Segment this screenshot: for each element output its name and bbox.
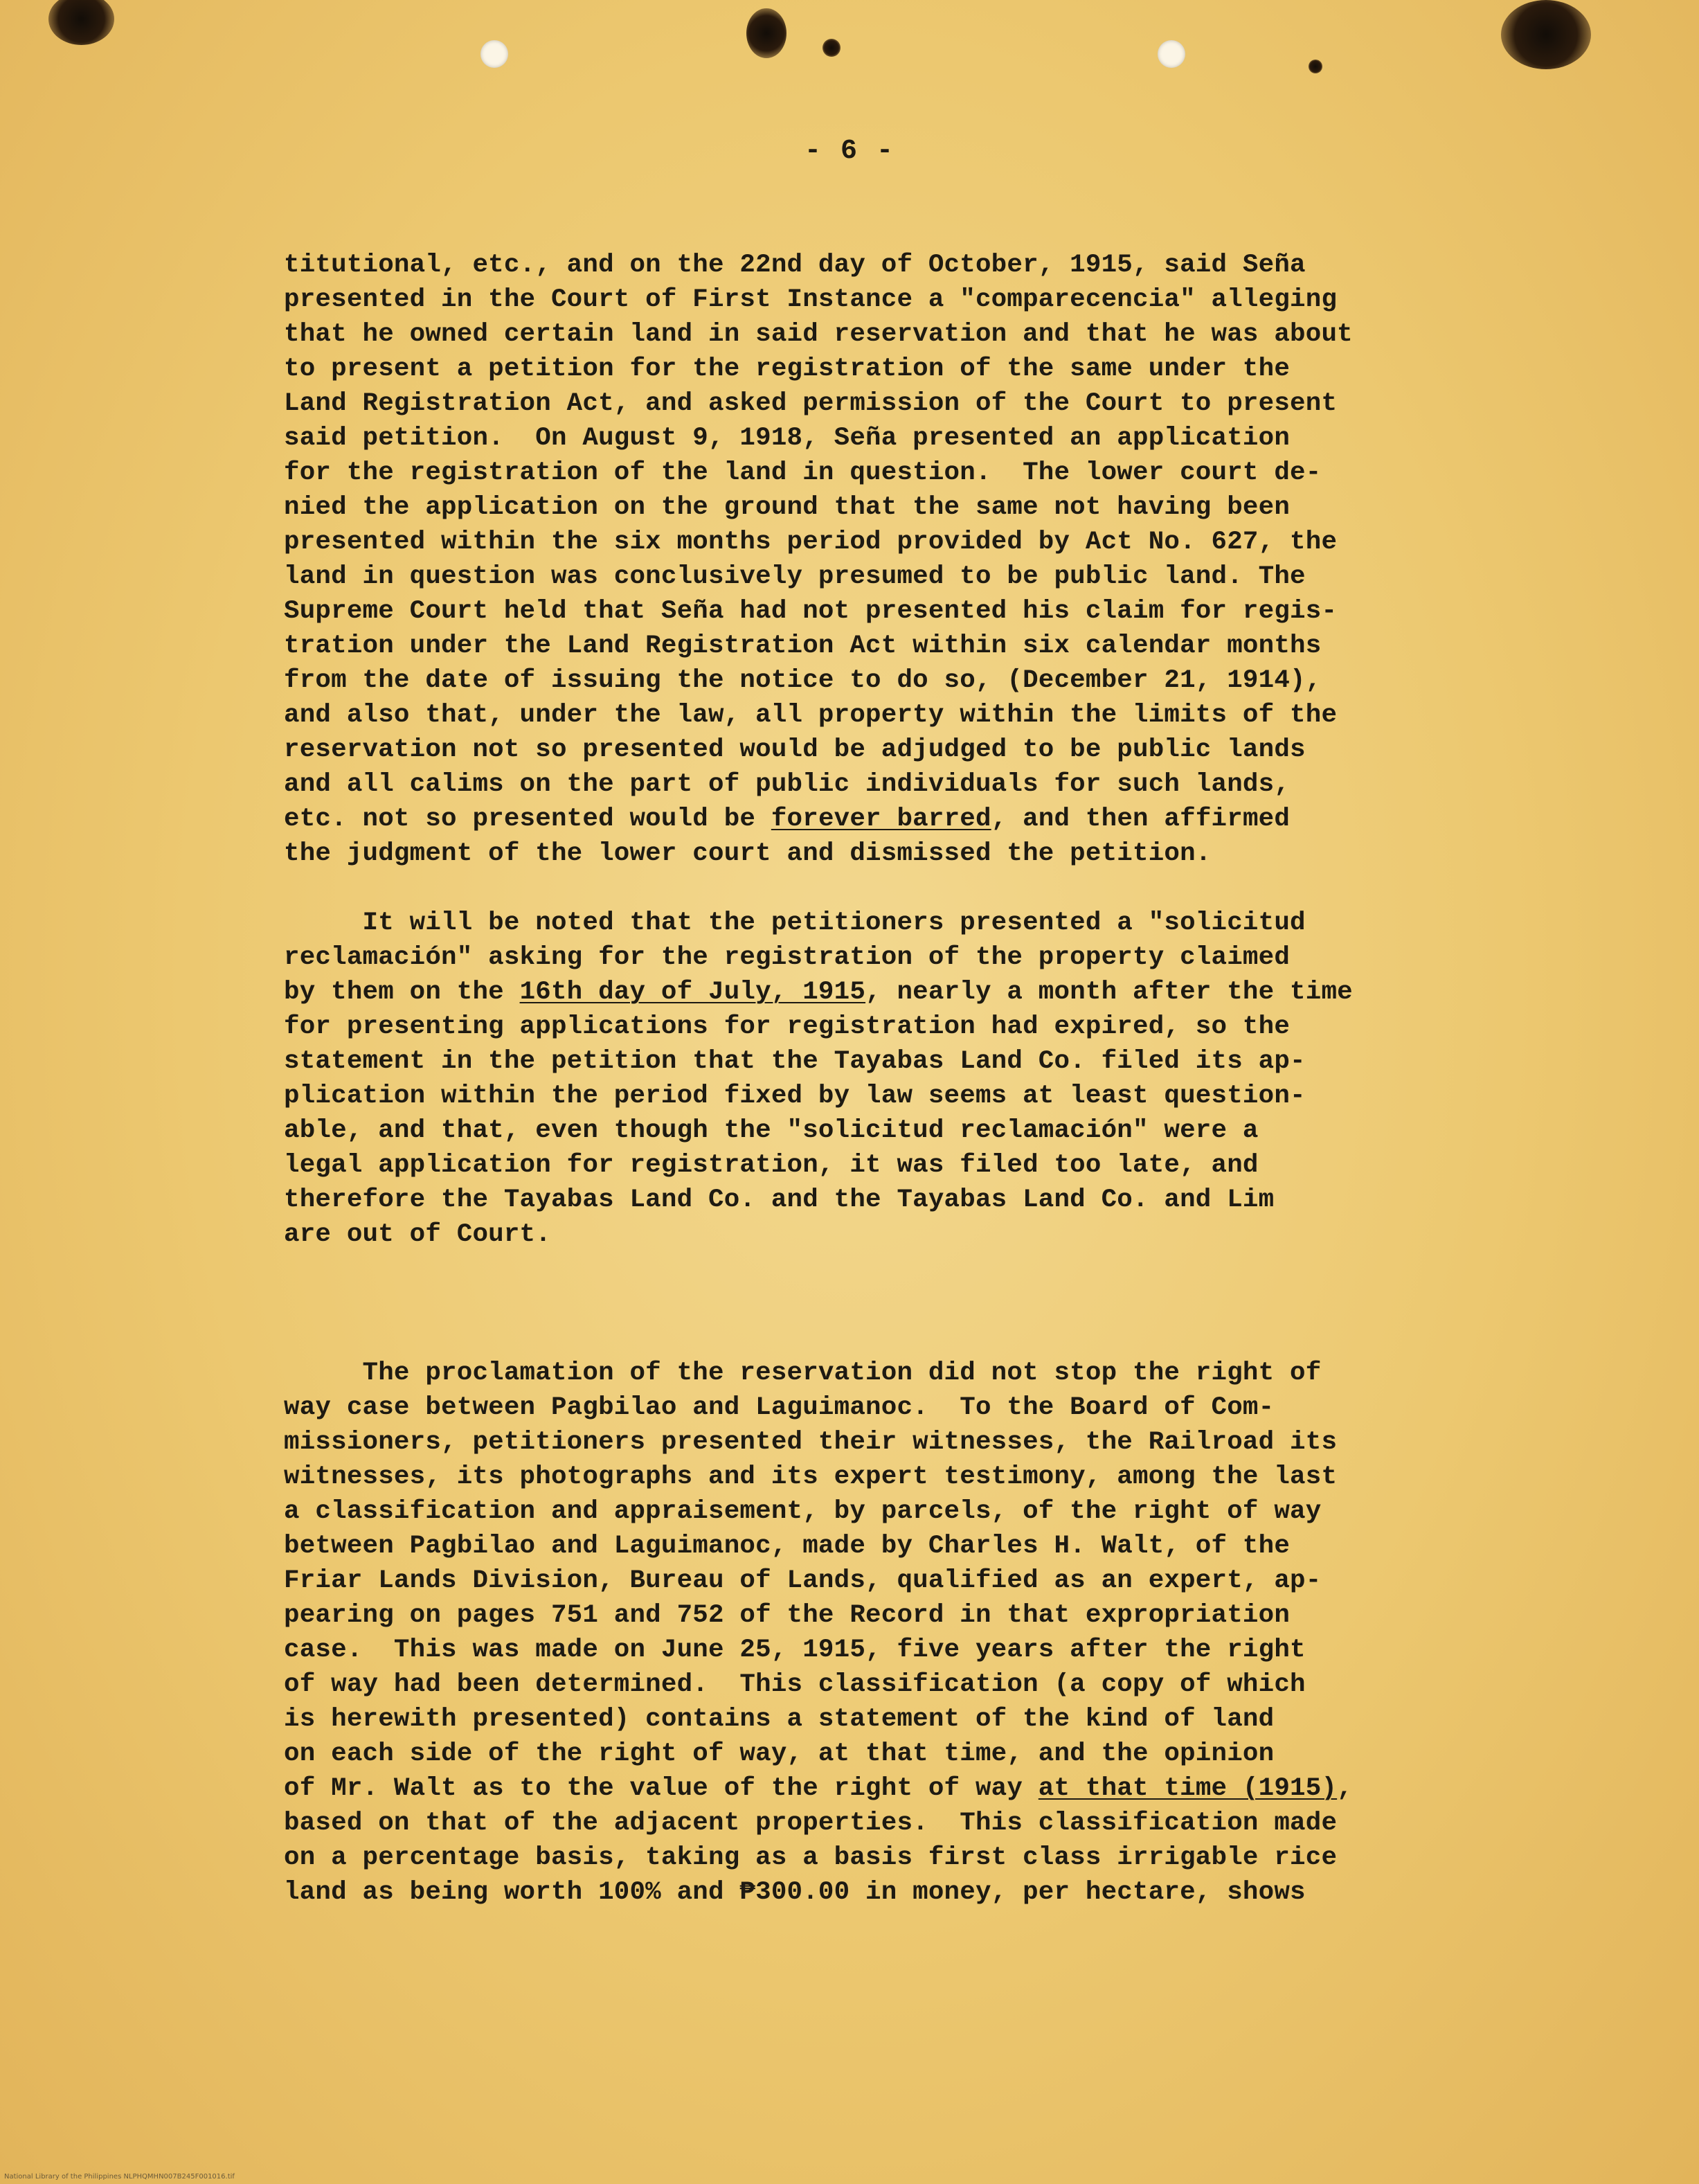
underlined-phrase: forever barred: [771, 805, 991, 834]
text-line: [284, 629, 1502, 663]
text-line: [284, 1356, 1502, 1390]
text-line: [284, 1737, 1502, 1771]
text-line: [284, 421, 1502, 456]
text-segment: reclamación" asking for the registration of the property claimed: [284, 943, 1291, 972]
text-segment: of Mr. Walt as to the value of the right of way: [284, 1774, 1039, 1803]
text-segment: land as being worth 100% and ₱300.00 in money, per hectare, shows: [284, 1878, 1306, 1907]
text-segment: Friar Lands Division, Bureau of Lands, qualified as an expert, ap-: [284, 1566, 1322, 1595]
text-segment: nied the application on the ground that the same not having been: [284, 493, 1291, 522]
text-line: [284, 1183, 1502, 1217]
punch-hole-right: [1158, 40, 1185, 68]
text-line: [284, 1494, 1502, 1529]
text-segment: is herewith presented) contains a statement of the kind of land: [284, 1705, 1275, 1734]
ink-stain-top-right: [1501, 0, 1591, 69]
text-line: [284, 1217, 1502, 1252]
text-segment: plication within the period fixed by law seems at least question-: [284, 1082, 1306, 1111]
text-segment: by them on the: [284, 978, 520, 1007]
text-line: [284, 317, 1502, 352]
text-segment: and also that, under the law, all property within the limits of the: [284, 701, 1338, 730]
text-segment: statement in the petition that the Tayabas Land Co. filed its ap-: [284, 1047, 1306, 1076]
text-segment: missioners, petitioners presented their witnesses, the Railroad its: [284, 1428, 1338, 1457]
text-segment: of way had been determined. This classification (a copy of which: [284, 1670, 1306, 1699]
text-segment: reservation not so presented would be adjudged to be public lands: [284, 735, 1306, 764]
text-line: [284, 940, 1502, 975]
text-segment: from the date of issuing the notice to do so, (December 21, 1914),: [284, 666, 1322, 695]
text-line: [284, 1079, 1502, 1113]
punch-hole-left: [480, 40, 508, 68]
text-line: [284, 1460, 1502, 1494]
text-line: [284, 698, 1502, 733]
text-segment: that he owned certain land in said reservation and that he was about: [284, 320, 1353, 349]
text-segment: ,: [1337, 1774, 1353, 1803]
text-segment: witnesses, its photographs and its expert testimony, among the last: [284, 1462, 1338, 1492]
paragraph-3: [284, 1356, 1502, 1910]
text-segment: able, and that, even though the "solicitud reclamación" were a: [284, 1116, 1259, 1145]
text-line: [284, 1113, 1502, 1148]
text-line: [284, 1044, 1502, 1079]
text-line: [284, 1633, 1502, 1667]
text-line: [284, 975, 1502, 1010]
text-segment: , and then affirmed: [991, 805, 1291, 834]
text-line: [284, 248, 1502, 283]
text-segment: for presenting applications for registration had expired, so the: [284, 1012, 1291, 1041]
archive-footer: National Library of the Philippines NLPHQMHN007B245F001016.tif: [4, 2173, 235, 2181]
text-segment: are out of Court.: [284, 1220, 551, 1249]
text-segment: pearing on pages 751 and 752 of the Record in that expropriation: [284, 1601, 1291, 1630]
text-line: [284, 1702, 1502, 1737]
ink-stain-top-center: [746, 8, 786, 58]
text-line: [284, 1771, 1502, 1806]
page-number: - 6 -: [804, 136, 895, 167]
text-segment: case. This was made on June 25, 1915, five years after the right: [284, 1636, 1306, 1665]
text-line: [284, 490, 1502, 525]
text-segment: etc. not so presented would be: [284, 805, 771, 834]
text-line: [284, 594, 1502, 629]
text-segment: Supreme Court held that Seña had not presented his claim for regis-: [284, 597, 1338, 626]
text-line: [284, 1390, 1502, 1425]
text-segment: tration under the Land Registration Act within six calendar months: [284, 632, 1322, 661]
text-line: [284, 1667, 1502, 1702]
text-segment: way case between Pagbilao and Laguimanoc. To the Board of Com-: [284, 1393, 1275, 1422]
underlined-phrase: 16th day of July, 1915: [519, 978, 866, 1007]
text-segment: on each side of the right of way, at that time, and the opinion: [284, 1739, 1275, 1769]
text-line: [284, 1841, 1502, 1875]
text-line: [284, 456, 1502, 490]
text-line: [284, 1010, 1502, 1044]
text-line: [284, 386, 1502, 421]
text-line: [284, 352, 1502, 386]
text-segment: and all calims on the part of public individuals for such lands,: [284, 770, 1291, 799]
text-segment: between Pagbilao and Laguimanoc, made by Charles H. Walt, of the: [284, 1532, 1291, 1561]
text-segment: Land Registration Act, and asked permission of the Court to present: [284, 389, 1338, 418]
text-line: [284, 802, 1502, 836]
text-segment: It will be noted that the petitioners presented a "solicitud: [284, 908, 1306, 938]
text-segment: for the registration of the land in question. The lower court de-: [284, 458, 1322, 487]
text-segment: land in question was conclusively presumed to be public land. The: [284, 562, 1306, 591]
text-line: [284, 560, 1502, 594]
text-line: [284, 283, 1502, 317]
text-segment: based on that of the adjacent properties. This classification made: [284, 1809, 1338, 1838]
text-segment: The proclamation of the reservation did not stop the right of: [284, 1359, 1322, 1388]
text-segment: said petition. On August 9, 1918, Seña presented an application: [284, 424, 1291, 453]
ink-stain-top-right-spot: [1309, 60, 1322, 73]
text-segment: to present a petition for the registration of the same under the: [284, 355, 1291, 384]
text-line: [284, 525, 1502, 560]
text-line: [284, 767, 1502, 802]
text-segment: on a percentage basis, taking as a basis first class irrigable rice: [284, 1843, 1338, 1872]
text-segment: , nearly a month after the time: [865, 978, 1353, 1007]
text-segment: presented within the six months period provided by Act No. 627, the: [284, 528, 1338, 557]
text-line: [284, 1425, 1502, 1460]
paragraph-2: [284, 906, 1502, 1252]
text-segment: presented in the Court of First Instance a "comparecencia" alleging: [284, 285, 1338, 314]
ink-stain-top-left: [48, 0, 114, 45]
text-line: [284, 906, 1502, 940]
text-line: [284, 1875, 1502, 1910]
text-line: [284, 1529, 1502, 1564]
text-line: [284, 1564, 1502, 1598]
text-segment: a classification and appraisement, by parcels, of the right of way: [284, 1497, 1322, 1526]
underlined-phrase: at that time (1915): [1038, 1774, 1338, 1803]
text-line: [284, 663, 1502, 698]
text-line: [284, 1806, 1502, 1841]
text-line: [284, 1148, 1502, 1183]
text-line: [284, 836, 1502, 871]
text-segment: legal application for registration, it was filed too late, and: [284, 1151, 1259, 1180]
text-line: [284, 1598, 1502, 1633]
text-segment: therefore the Tayabas Land Co. and the Tayabas Land Co. and Lim: [284, 1185, 1275, 1215]
text-segment: titutional, etc., and on the 22nd day of October, 1915, said Seña: [284, 251, 1306, 280]
paragraph-1: [284, 248, 1502, 871]
ink-stain-top-center-small: [822, 39, 840, 57]
text-segment: the judgment of the lower court and dismissed the petition.: [284, 839, 1212, 868]
text-line: [284, 733, 1502, 767]
